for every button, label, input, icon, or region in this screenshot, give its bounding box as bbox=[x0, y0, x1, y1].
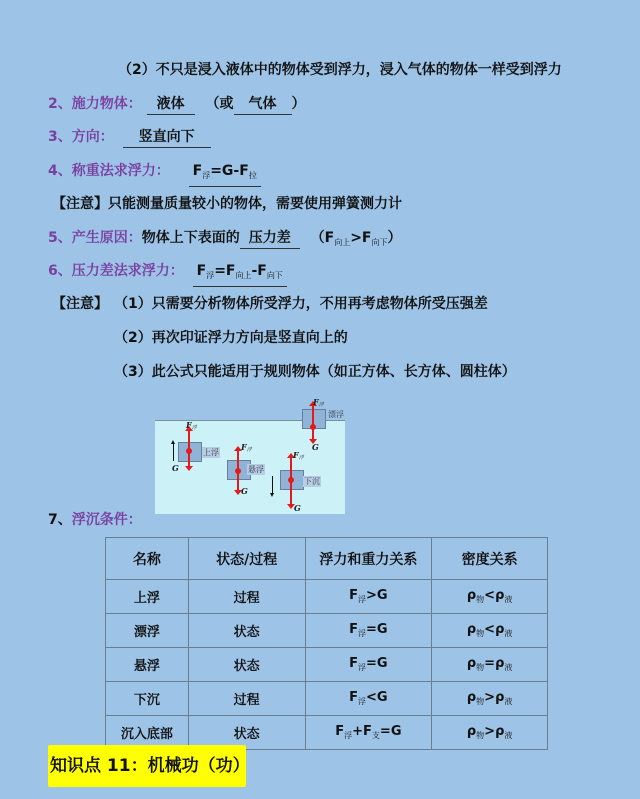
gravity-label: G bbox=[241, 486, 248, 496]
answer-blank-gas: 气体 bbox=[234, 94, 292, 115]
formula-part: F bbox=[192, 163, 203, 179]
force-label: $F_浮$ bbox=[293, 450, 304, 461]
state-label-sinking: 下沉 bbox=[304, 477, 320, 486]
formula-sub: 浮 bbox=[202, 171, 211, 180]
answer-blank-liquid: 液体 bbox=[147, 94, 195, 115]
cell-force: $F_浮<G$ bbox=[305, 682, 432, 716]
answer-blank-pressure-diff: 压力差 bbox=[240, 228, 300, 249]
force-label: $F_浮$ bbox=[186, 420, 197, 431]
answer-blank-direction: 竖直向下 bbox=[123, 127, 211, 148]
cell-state: 过程 bbox=[188, 682, 305, 716]
column-header-force: 浮力和重力关系 bbox=[305, 538, 432, 580]
formula-part: >F bbox=[350, 230, 372, 246]
cell-force: $F_浮>G$ bbox=[305, 580, 432, 614]
item-cause bbox=[48, 228, 402, 253]
item-label: 5、产生原因： bbox=[48, 230, 142, 246]
cell-force: $F_浮+F_支=G$ bbox=[305, 716, 432, 750]
motion-down-arrow-icon bbox=[272, 476, 273, 494]
cell-state: 状态 bbox=[188, 648, 305, 682]
formula-part: F bbox=[196, 263, 207, 279]
gravity-label: G bbox=[294, 503, 301, 513]
motion-up-arrow-icon bbox=[173, 443, 174, 461]
formula-sub: 向上 bbox=[235, 271, 252, 280]
buoyancy-arrow-icon bbox=[188, 430, 190, 450]
formula-pressure-diff bbox=[193, 261, 287, 287]
table-row bbox=[106, 614, 548, 648]
formula-sub: 向下 bbox=[266, 271, 283, 280]
formula-pressure bbox=[311, 230, 402, 246]
formula-part: -F bbox=[251, 263, 267, 279]
cell-density: $\rho_物>\rho_液$ bbox=[432, 682, 548, 716]
table-header-row bbox=[106, 538, 548, 580]
cell-force: $F_浮=G$ bbox=[305, 648, 432, 682]
cell-density: $\rho_物>\rho_液$ bbox=[432, 716, 548, 750]
gravity-label: G bbox=[172, 463, 179, 473]
state-label-floating: 漂浮 bbox=[328, 410, 344, 419]
cell-name: 漂浮 bbox=[106, 614, 189, 648]
item-float-sink-conditions bbox=[48, 510, 142, 530]
cell-density: $\rho_物<\rho_液$ bbox=[432, 580, 548, 614]
table-row bbox=[106, 648, 548, 682]
cell-state: 状态 bbox=[188, 614, 305, 648]
cell-name: 下沉 bbox=[106, 682, 189, 716]
cell-name: 沉入底部 bbox=[106, 716, 189, 750]
note-point-1: （1）只需要分析物体所受浮力，不用再考虑物体所受压强差 bbox=[114, 296, 488, 312]
item-label: 4、称重法求浮力： bbox=[48, 163, 170, 179]
gravity-arrow-icon bbox=[237, 471, 239, 491]
buoyancy-arrow-icon bbox=[290, 457, 292, 479]
item-direction bbox=[48, 127, 211, 148]
formula-sub: 向上 bbox=[334, 238, 351, 247]
center-dot-icon bbox=[186, 448, 192, 454]
formula-part: ） bbox=[387, 230, 402, 246]
center-dot-icon bbox=[288, 477, 294, 483]
buoyancy-gas-statement: （2）不只是浸入液体中的物体受到浮力，浸入气体的物体一样受到浮力 bbox=[118, 62, 562, 78]
formula-part: （F bbox=[310, 230, 335, 246]
force-label: $F_浮$ bbox=[313, 397, 324, 408]
float-sink-diagram bbox=[155, 397, 347, 515]
item-label: 6、压力差法求浮力： bbox=[48, 263, 184, 279]
item-label: 浮沉条件： bbox=[71, 512, 142, 528]
note-spring-scale: 【注意】只能测量质量较小的物体，需要使用弹簧测力计 bbox=[52, 196, 402, 212]
formula-weighing bbox=[189, 161, 261, 187]
formula-sub: 浮 bbox=[206, 271, 215, 280]
section-banner: 知识点 11：机械功（功） bbox=[48, 745, 246, 787]
formula-sub: 向下 bbox=[371, 238, 388, 247]
note-label: 【注意】 bbox=[52, 296, 108, 312]
formula-part: =G-F bbox=[210, 163, 249, 179]
cell-force: $F_浮=G$ bbox=[305, 614, 432, 648]
formula-sub: 拉 bbox=[248, 171, 257, 180]
cell-state: 状态 bbox=[188, 716, 305, 750]
gravity-label: G bbox=[312, 442, 319, 452]
column-header-density: 密度关系 bbox=[432, 538, 548, 580]
table-row bbox=[106, 580, 548, 614]
item-pressure-diff-method bbox=[48, 261, 287, 287]
note-point-3: （3）此公式只能适用于规则物体（如正方体、长方体、圆柱体） bbox=[114, 364, 516, 380]
force-label: $F_浮$ bbox=[241, 442, 252, 453]
text: 物体上下表面的 bbox=[141, 230, 240, 246]
formula-part: =F bbox=[214, 263, 236, 279]
item-number: 7、 bbox=[48, 512, 72, 528]
state-label-suspended: 悬浮 bbox=[248, 465, 264, 474]
cell-state: 过程 bbox=[188, 580, 305, 614]
state-label-rising: 上浮 bbox=[203, 448, 219, 457]
item-weighing-method bbox=[48, 161, 261, 187]
column-header-state: 状态/过程 bbox=[188, 538, 305, 580]
float-sink-table bbox=[105, 537, 548, 750]
cell-density: $\rho_物=\rho_液$ bbox=[432, 648, 548, 682]
cell-name: 悬浮 bbox=[106, 648, 189, 682]
item-label: 3、方向： bbox=[48, 129, 114, 145]
center-dot-icon bbox=[235, 468, 241, 474]
center-dot-icon bbox=[310, 424, 316, 430]
text-paren: ） bbox=[291, 96, 306, 112]
column-header-name: 名称 bbox=[106, 538, 189, 580]
item-label: 2、施力物体： bbox=[48, 96, 142, 112]
table-row bbox=[106, 682, 548, 716]
item-applying-object bbox=[48, 94, 306, 115]
cell-name: 上浮 bbox=[106, 580, 189, 614]
text-or: （或 bbox=[205, 96, 234, 112]
cell-density: $\rho_物<\rho_液$ bbox=[432, 614, 548, 648]
note-point-2: （2）再次印证浮力方向是竖直向上的 bbox=[114, 330, 348, 346]
